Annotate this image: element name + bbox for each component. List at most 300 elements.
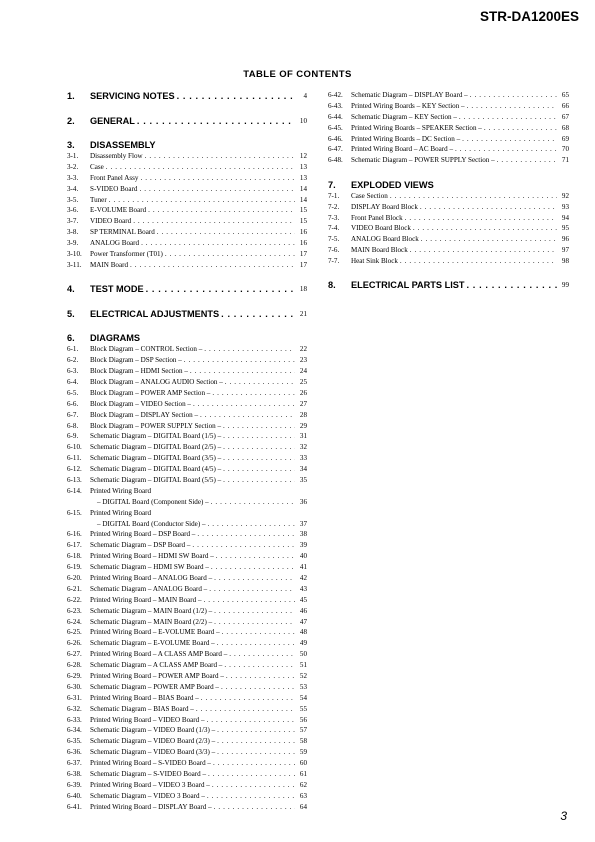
toc-section-heading: [67, 332, 307, 344]
dot-leader: [157, 227, 295, 238]
toc-entry: [67, 249, 307, 260]
dot-leader: [410, 245, 557, 256]
dot-leader: [221, 682, 295, 693]
toc-entry: [67, 693, 307, 704]
toc-entry-page: 71: [561, 156, 569, 165]
toc-entry-page: 12: [299, 151, 307, 160]
toc-entry-label: Schematic Diagram – DIGITAL Board (2/5) –: [90, 443, 222, 452]
toc-entry-number: 6-8.: [67, 421, 79, 430]
toc-entry-number: 7-4.: [328, 224, 340, 233]
toc-entry-page: 23: [299, 356, 307, 365]
dot-leader: [204, 344, 295, 355]
toc-entry: [67, 595, 307, 606]
toc-entry-number: 3-9.: [67, 239, 79, 248]
dot-leader: [148, 205, 295, 216]
toc-entry-number: 6-22.: [67, 595, 82, 604]
toc-entry-page: 42: [299, 573, 307, 582]
toc-entry-page: 57: [299, 726, 307, 735]
toc-entry: [67, 377, 307, 388]
toc-entry-page: 13: [299, 173, 307, 182]
toc-entry-number: 6.: [67, 333, 75, 344]
dot-leader: [133, 216, 295, 227]
page-number: 3: [560, 809, 567, 823]
toc-entry-page: 37: [299, 519, 307, 528]
toc-entry: [67, 715, 307, 726]
dot-leader: [217, 725, 295, 736]
toc-entry: [67, 205, 307, 216]
toc-entry: [67, 758, 307, 769]
toc-section-heading: [67, 90, 307, 102]
toc-entry-page: 68: [561, 123, 569, 132]
dot-leader: [140, 173, 295, 184]
toc-entry-number: 7-3.: [328, 213, 340, 222]
toc-entry-number: 6-16.: [67, 530, 82, 539]
toc-entry-page: 56: [299, 715, 307, 724]
dot-leader: [211, 497, 295, 508]
toc-entry-number: 6-42.: [328, 90, 343, 99]
toc-entry-label: Printed Wiring Board – S-VIDEO Board –: [90, 759, 211, 768]
toc-entry-label: Schematic Diagram – HDMI SW Board –: [90, 563, 209, 572]
dot-leader: [209, 584, 295, 595]
toc-entry: [67, 725, 307, 736]
toc-entry-number: 6-47.: [328, 145, 343, 154]
toc-entry-number: 6-19.: [67, 563, 82, 572]
toc-entry-page: 26: [299, 388, 307, 397]
dot-leader: [421, 234, 557, 245]
dot-leader: [390, 191, 557, 202]
toc-entry-page: 62: [299, 780, 307, 789]
toc-entry: [328, 134, 569, 145]
toc-entry-label: ELECTRICAL ADJUSTMENTS: [90, 308, 220, 319]
toc-entry-page: 65: [561, 90, 569, 99]
dot-leader: [223, 453, 295, 464]
toc-entry-label: TEST MODE: [90, 284, 144, 295]
toc-entry-page: 18: [299, 285, 307, 294]
toc-entry: [67, 627, 307, 638]
toc-entry: [67, 671, 307, 682]
toc-entry-number: 3-8.: [67, 228, 79, 237]
toc-entry-number: 6-4.: [67, 377, 79, 386]
toc-entry-number: 6-23.: [67, 606, 82, 615]
toc-entry: [67, 540, 307, 551]
toc-entry-number: 6-12.: [67, 465, 82, 474]
dot-leader: [497, 155, 557, 166]
toc-entry-number: 6-39.: [67, 780, 82, 789]
dot-leader: [130, 260, 295, 271]
toc-entry-number: 6-28.: [67, 661, 82, 670]
dot-leader: [223, 431, 295, 442]
toc-entry-number: 6-24.: [67, 617, 82, 626]
dot-leader: [146, 283, 295, 295]
toc-entry-page: 92: [561, 191, 569, 200]
toc-entry-number: 2.: [67, 115, 75, 126]
toc-entry-label: Schematic Diagram – BIAS Board –: [90, 704, 194, 713]
toc-left-column: [67, 90, 307, 813]
toc-section-heading: [328, 279, 569, 291]
toc-title: TABLE OF CONTENTS: [243, 69, 352, 80]
toc-entry-label: Printed Wiring Board – DSP Board –: [90, 530, 196, 539]
toc-entry-number: 7-7.: [328, 257, 340, 266]
dot-leader: [193, 399, 295, 410]
toc-entry-number: 6-21.: [67, 584, 82, 593]
toc-entry-label: MAIN Board Block: [351, 246, 408, 255]
toc-entry-page: 40: [299, 552, 307, 561]
toc-entry-label: Schematic Diagram – A CLASS AMP Board –: [90, 661, 223, 670]
toc-entry-label: VIDEO Board Block: [351, 224, 411, 233]
toc-entry: [67, 519, 307, 530]
dot-leader: [459, 112, 557, 123]
toc-entry-page: 45: [299, 595, 307, 604]
toc-entry-number: 6-36.: [67, 748, 82, 757]
toc-entry-number: 6-17.: [67, 541, 82, 550]
dot-leader: [221, 308, 295, 320]
toc-entry-number: 6-48.: [328, 156, 343, 165]
toc-entry-label: Printed Wiring Board – VIDEO 3 Board –: [90, 780, 210, 789]
toc-entry-label: Schematic Diagram – DIGITAL Board (4/5) –: [90, 465, 222, 474]
toc-entry-label: E-VOLUME Board: [90, 206, 147, 215]
toc-entry-label: Block Diagram – DSP Section –: [90, 356, 182, 365]
toc-entry: [67, 486, 307, 497]
toc-entry-number: 6-38.: [67, 770, 82, 779]
toc-entry: [67, 660, 307, 671]
toc-entry: [328, 90, 569, 101]
toc-entry: [67, 388, 307, 399]
toc-entry-page: 52: [299, 672, 307, 680]
toc-entry-label: Printed Wiring Board – MAIN Board –: [90, 595, 202, 604]
toc-entry-page: 16: [299, 239, 307, 248]
toc-entry: [328, 245, 569, 256]
toc-entry-page: 14: [299, 184, 307, 193]
dot-leader: [217, 638, 295, 649]
toc-entry-number: 6-25.: [67, 628, 82, 637]
toc-section-heading: [67, 308, 307, 320]
toc-entry-number: 6-35.: [67, 737, 82, 746]
toc-entry-number: 7-2.: [328, 202, 340, 211]
toc-entry-page: 96: [561, 235, 569, 244]
toc-entry-number: 6-34.: [67, 726, 82, 735]
dot-leader: [201, 693, 295, 704]
toc-entry: [67, 736, 307, 747]
toc-entry-label: DIAGRAMS: [90, 333, 141, 344]
toc-entry-number: 3-11.: [67, 260, 82, 269]
toc-entry-number: 6-27.: [67, 650, 82, 659]
toc-entry: [67, 431, 307, 442]
dot-leader: [137, 115, 295, 127]
toc-entry-label: EXPLODED VIEWS: [351, 179, 434, 190]
toc-entry-number: 6-5.: [67, 388, 79, 397]
toc-entry-label: Schematic Diagram – MAIN Board (2/2) –: [90, 617, 213, 626]
toc-entry-number: 7-6.: [328, 246, 340, 255]
toc-entry-page: 21: [299, 309, 307, 318]
toc-entry: [67, 606, 307, 617]
dot-leader: [184, 355, 295, 366]
toc-entry-page: 63: [299, 791, 307, 800]
toc-entry-label: Block Diagram – VIDEO Section –: [90, 399, 191, 408]
toc-entry-page: 25: [299, 377, 307, 386]
toc-entry-page: 31: [299, 432, 307, 441]
dot-leader: [106, 162, 295, 173]
toc-entry-label: MAIN Board: [90, 260, 129, 269]
toc-entry: [67, 238, 307, 249]
toc-entry: [328, 191, 569, 202]
toc-entry: [328, 202, 569, 213]
toc-entry-label: Block Diagram – POWER AMP Section –: [90, 388, 211, 397]
toc-entry-number: 3.: [67, 140, 75, 150]
toc-entry-label: Power Transformer (T01): [90, 250, 163, 258]
toc-entry-label: Printed Wiring Board – DISPLAY Board –: [90, 802, 212, 811]
toc-entry: [67, 366, 307, 377]
toc-entry-number: 6-6.: [67, 399, 79, 408]
toc-entry-label: – DIGITAL Board (Conductor Side) –: [97, 519, 206, 528]
toc-entry: [67, 227, 307, 238]
dot-leader: [223, 464, 295, 475]
dot-leader: [466, 279, 557, 291]
toc-entry-label: Printed Wiring Board: [90, 508, 152, 517]
toc-entry: [328, 101, 569, 112]
toc-entry-label: Block Diagram – POWER SUPPLY Section –: [90, 421, 222, 430]
toc-entry: [328, 112, 569, 123]
dot-leader: [207, 791, 295, 802]
toc-entry-number: 6-41.: [67, 802, 82, 811]
toc-entry: [67, 453, 307, 464]
dot-leader: [139, 184, 295, 195]
toc-entry-page: 59: [299, 748, 307, 757]
toc-entry-label: Printed Wiring Boards – DC Section –: [351, 134, 461, 143]
toc-entry-label: ANALOG Board: [90, 239, 140, 248]
toc-entry-number: 6-44.: [328, 112, 343, 121]
toc-entry-page: 97: [561, 246, 569, 255]
toc-entry-page: 17: [299, 260, 307, 269]
toc-entry: [328, 155, 569, 166]
toc-entry: [67, 184, 307, 195]
toc-entry-label: Schematic Diagram – VIDEO Board (2/3) –: [90, 737, 216, 746]
toc-entry-label: Schematic Diagram – VIDEO Board (3/3) –: [90, 748, 216, 757]
toc-entry-page: 60: [299, 759, 307, 768]
toc-entry-page: 61: [299, 770, 307, 779]
toc-entry-label: Printed Wiring Boards – SPEAKER Section –: [351, 123, 482, 132]
toc-entry-number: 6-33.: [67, 715, 82, 724]
toc-entry-number: 3-7.: [67, 217, 79, 226]
toc-entry-label: Printed Wiring Boards – KEY Section –: [351, 101, 465, 110]
toc-entry-page: 13: [299, 162, 307, 171]
dot-leader: [224, 660, 295, 671]
toc-entry-label: Printed Wiring Board – POWER AMP Board –: [90, 672, 224, 680]
toc-entry-page: 54: [299, 693, 307, 702]
toc-entry-label: GENERAL: [90, 115, 135, 126]
toc-entry-number: 6-7.: [67, 410, 79, 419]
toc-entry-page: 22: [299, 345, 307, 354]
toc-entry-label: Schematic Diagram – VIDEO Board (1/3) –: [90, 726, 216, 735]
dot-leader: [109, 195, 295, 206]
dot-leader: [211, 562, 295, 573]
toc-entry-label: Block Diagram – CONTROL Section –: [90, 345, 203, 354]
toc-entry-label: Schematic Diagram – DIGITAL Board (3/5) –: [90, 454, 222, 463]
toc-entry-page: 29: [299, 421, 307, 430]
dot-leader: [413, 223, 557, 234]
dot-leader: [208, 769, 295, 780]
toc-entry: [67, 464, 307, 475]
toc-entry-number: 6-18.: [67, 552, 82, 561]
toc-entry-page: 70: [561, 145, 569, 154]
toc-entry-page: 69: [561, 134, 569, 143]
toc-entry: [67, 344, 307, 355]
toc-entry-label: SP TERMINAL Board: [90, 228, 155, 237]
dot-leader: [484, 123, 557, 134]
toc-entry: [67, 747, 307, 758]
toc-entry-label: Block Diagram – HDMI Section –: [90, 367, 188, 376]
model-name: STR-DA1200ES: [479, 9, 579, 24]
toc-entry: [67, 791, 307, 802]
toc-entry-page: 15: [299, 206, 307, 215]
toc-entry-label: Printed Wiring Board – E-VOLUME Board –: [90, 628, 220, 637]
toc-entry-page: 50: [299, 650, 307, 659]
toc-entry: [67, 551, 307, 562]
toc-entry-number: 8.: [328, 280, 336, 291]
toc-entry-label: Schematic Diagram – VIDEO 3 Board –: [90, 791, 205, 800]
toc-section-heading: [328, 179, 569, 191]
toc-entry-page: 67: [561, 112, 569, 121]
toc-entry-label: Schematic Diagram – MAIN Board (1/2) –: [90, 606, 213, 615]
toc-entry-page: 48: [299, 628, 307, 637]
dot-leader: [420, 202, 557, 213]
toc-entry-label: Schematic Diagram – S-VIDEO Board –: [90, 770, 207, 779]
toc-entry-number: 6-1.: [67, 345, 79, 354]
toc-entry-label: Printed Wiring Board – VIDEO Board –: [90, 715, 205, 724]
dot-leader: [190, 366, 295, 377]
dot-leader: [217, 736, 295, 747]
toc-entry-page: 15: [299, 217, 307, 226]
toc-entry-number: 6-2.: [67, 356, 79, 365]
toc-entry: [67, 216, 307, 227]
toc-entry-label: Front Panel Assy: [90, 173, 139, 182]
toc-entry-label: Printed Wiring Board – AC Board –: [351, 145, 454, 154]
toc-entry-number: 7.: [328, 179, 336, 190]
toc-entry: [67, 162, 307, 173]
toc-entry-page: 94: [561, 213, 569, 222]
toc-entry-number: 6-30.: [67, 682, 82, 691]
dot-leader: [223, 442, 295, 453]
dot-leader: [462, 134, 557, 145]
dot-leader: [208, 519, 295, 530]
toc-entry: [328, 234, 569, 245]
toc-entry: [67, 649, 307, 660]
toc-entry-label: ELECTRICAL PARTS LIST: [351, 280, 465, 291]
toc-entry: [67, 780, 307, 791]
dot-leader: [405, 213, 557, 224]
toc-entry-label: Front Panel Block: [351, 213, 403, 222]
toc-entry: [67, 475, 307, 486]
toc-entry: [67, 638, 307, 649]
dot-leader: [217, 747, 295, 758]
toc-entry-label: Printed Wiring Board – BIAS Board –: [90, 693, 199, 702]
toc-entry-label: ANALOG Board Block: [351, 235, 419, 244]
dot-leader: [200, 410, 295, 421]
toc-right-column: [328, 90, 569, 291]
dot-leader: [400, 256, 557, 267]
toc-entry-number: 6-14.: [67, 486, 82, 495]
toc-section-heading: [67, 139, 307, 151]
dot-leader: [226, 671, 295, 682]
toc-entry-page: 32: [299, 443, 307, 452]
toc-entry-number: 6-20.: [67, 573, 82, 582]
dot-leader: [470, 90, 557, 101]
toc-entry-page: 66: [561, 101, 569, 110]
toc-entry-page: 28: [299, 410, 307, 419]
dot-leader: [197, 529, 295, 540]
toc-entry: [67, 399, 307, 410]
toc-entry-label: Schematic Diagram – POWER AMP Board –: [90, 682, 219, 691]
toc-entry: [67, 704, 307, 715]
toc-section-heading: [67, 115, 307, 127]
toc-entry-label: Printed Wiring Board – A CLASS AMP Board –: [90, 650, 228, 659]
toc-entry: [328, 256, 569, 267]
dot-leader: [145, 151, 295, 162]
dot-leader: [214, 573, 295, 584]
dot-leader: [214, 617, 295, 628]
toc-entry-label: Case: [90, 162, 104, 171]
toc-entry-page: 64: [299, 802, 307, 811]
toc-entry-page: 39: [299, 541, 307, 550]
dot-leader: [207, 715, 295, 726]
toc-entry-label: DISPLAY Board Block: [351, 202, 418, 211]
toc-entry-page: 47: [299, 617, 307, 626]
dot-leader: [141, 238, 295, 249]
toc-entry-page: 17: [299, 250, 307, 258]
dot-leader: [204, 595, 296, 606]
toc-entry: [67, 562, 307, 573]
toc-entry-number: 6-3.: [67, 367, 79, 376]
toc-entry-number: 3-1.: [67, 151, 79, 160]
dot-leader: [165, 249, 295, 260]
toc-entry-number: 6-15.: [67, 508, 82, 517]
dot-leader: [216, 551, 295, 562]
toc-entry-label: DISASSEMBLY: [90, 140, 156, 150]
toc-entry: [328, 213, 569, 224]
toc-entry-page: 4: [303, 92, 307, 100]
toc-entry-page: 10: [299, 116, 307, 125]
toc-entry-label: Schematic Diagram – DIGITAL Board (1/5) –: [90, 432, 222, 441]
toc-entry-label: Printed Wiring Board: [90, 486, 152, 495]
toc-entry-page: 95: [561, 224, 569, 233]
toc-entry-page: 49: [299, 639, 307, 648]
dot-leader: [225, 377, 295, 388]
toc-entry-number: 6-29.: [67, 672, 82, 680]
toc-entry: [67, 508, 307, 519]
toc-entry-number: 6-9.: [67, 432, 79, 441]
toc-entry-page: 36: [299, 497, 307, 506]
toc-entry: [67, 195, 307, 206]
toc-entry-label: Schematic Diagram – DISPLAY Board –: [351, 90, 468, 99]
toc-entry-number: 6-13.: [67, 475, 82, 484]
toc-entry-page: 53: [299, 682, 307, 691]
toc-entry: [67, 497, 307, 508]
toc-entry-number: 1.: [67, 91, 75, 101]
toc-entry-page: 58: [299, 737, 307, 746]
toc-entry-page: 16: [299, 228, 307, 237]
toc-entry: [67, 573, 307, 584]
toc-entry-page: 34: [299, 465, 307, 474]
toc-entry-number: 4.: [67, 284, 75, 295]
toc-entry-label: Schematic Diagram – DIGITAL Board (5/5) –: [90, 475, 222, 484]
dot-leader: [196, 704, 295, 715]
toc-entry-page: 93: [561, 202, 569, 211]
toc-entry-label: Heat Sink Block: [351, 257, 398, 266]
toc-entry-label: Schematic Diagram – KEY Section –: [351, 112, 457, 121]
toc-entry: [328, 123, 569, 134]
toc-entry-number: 6-40.: [67, 791, 82, 800]
toc-entry-page: 27: [299, 399, 307, 408]
toc-entry: [67, 584, 307, 595]
